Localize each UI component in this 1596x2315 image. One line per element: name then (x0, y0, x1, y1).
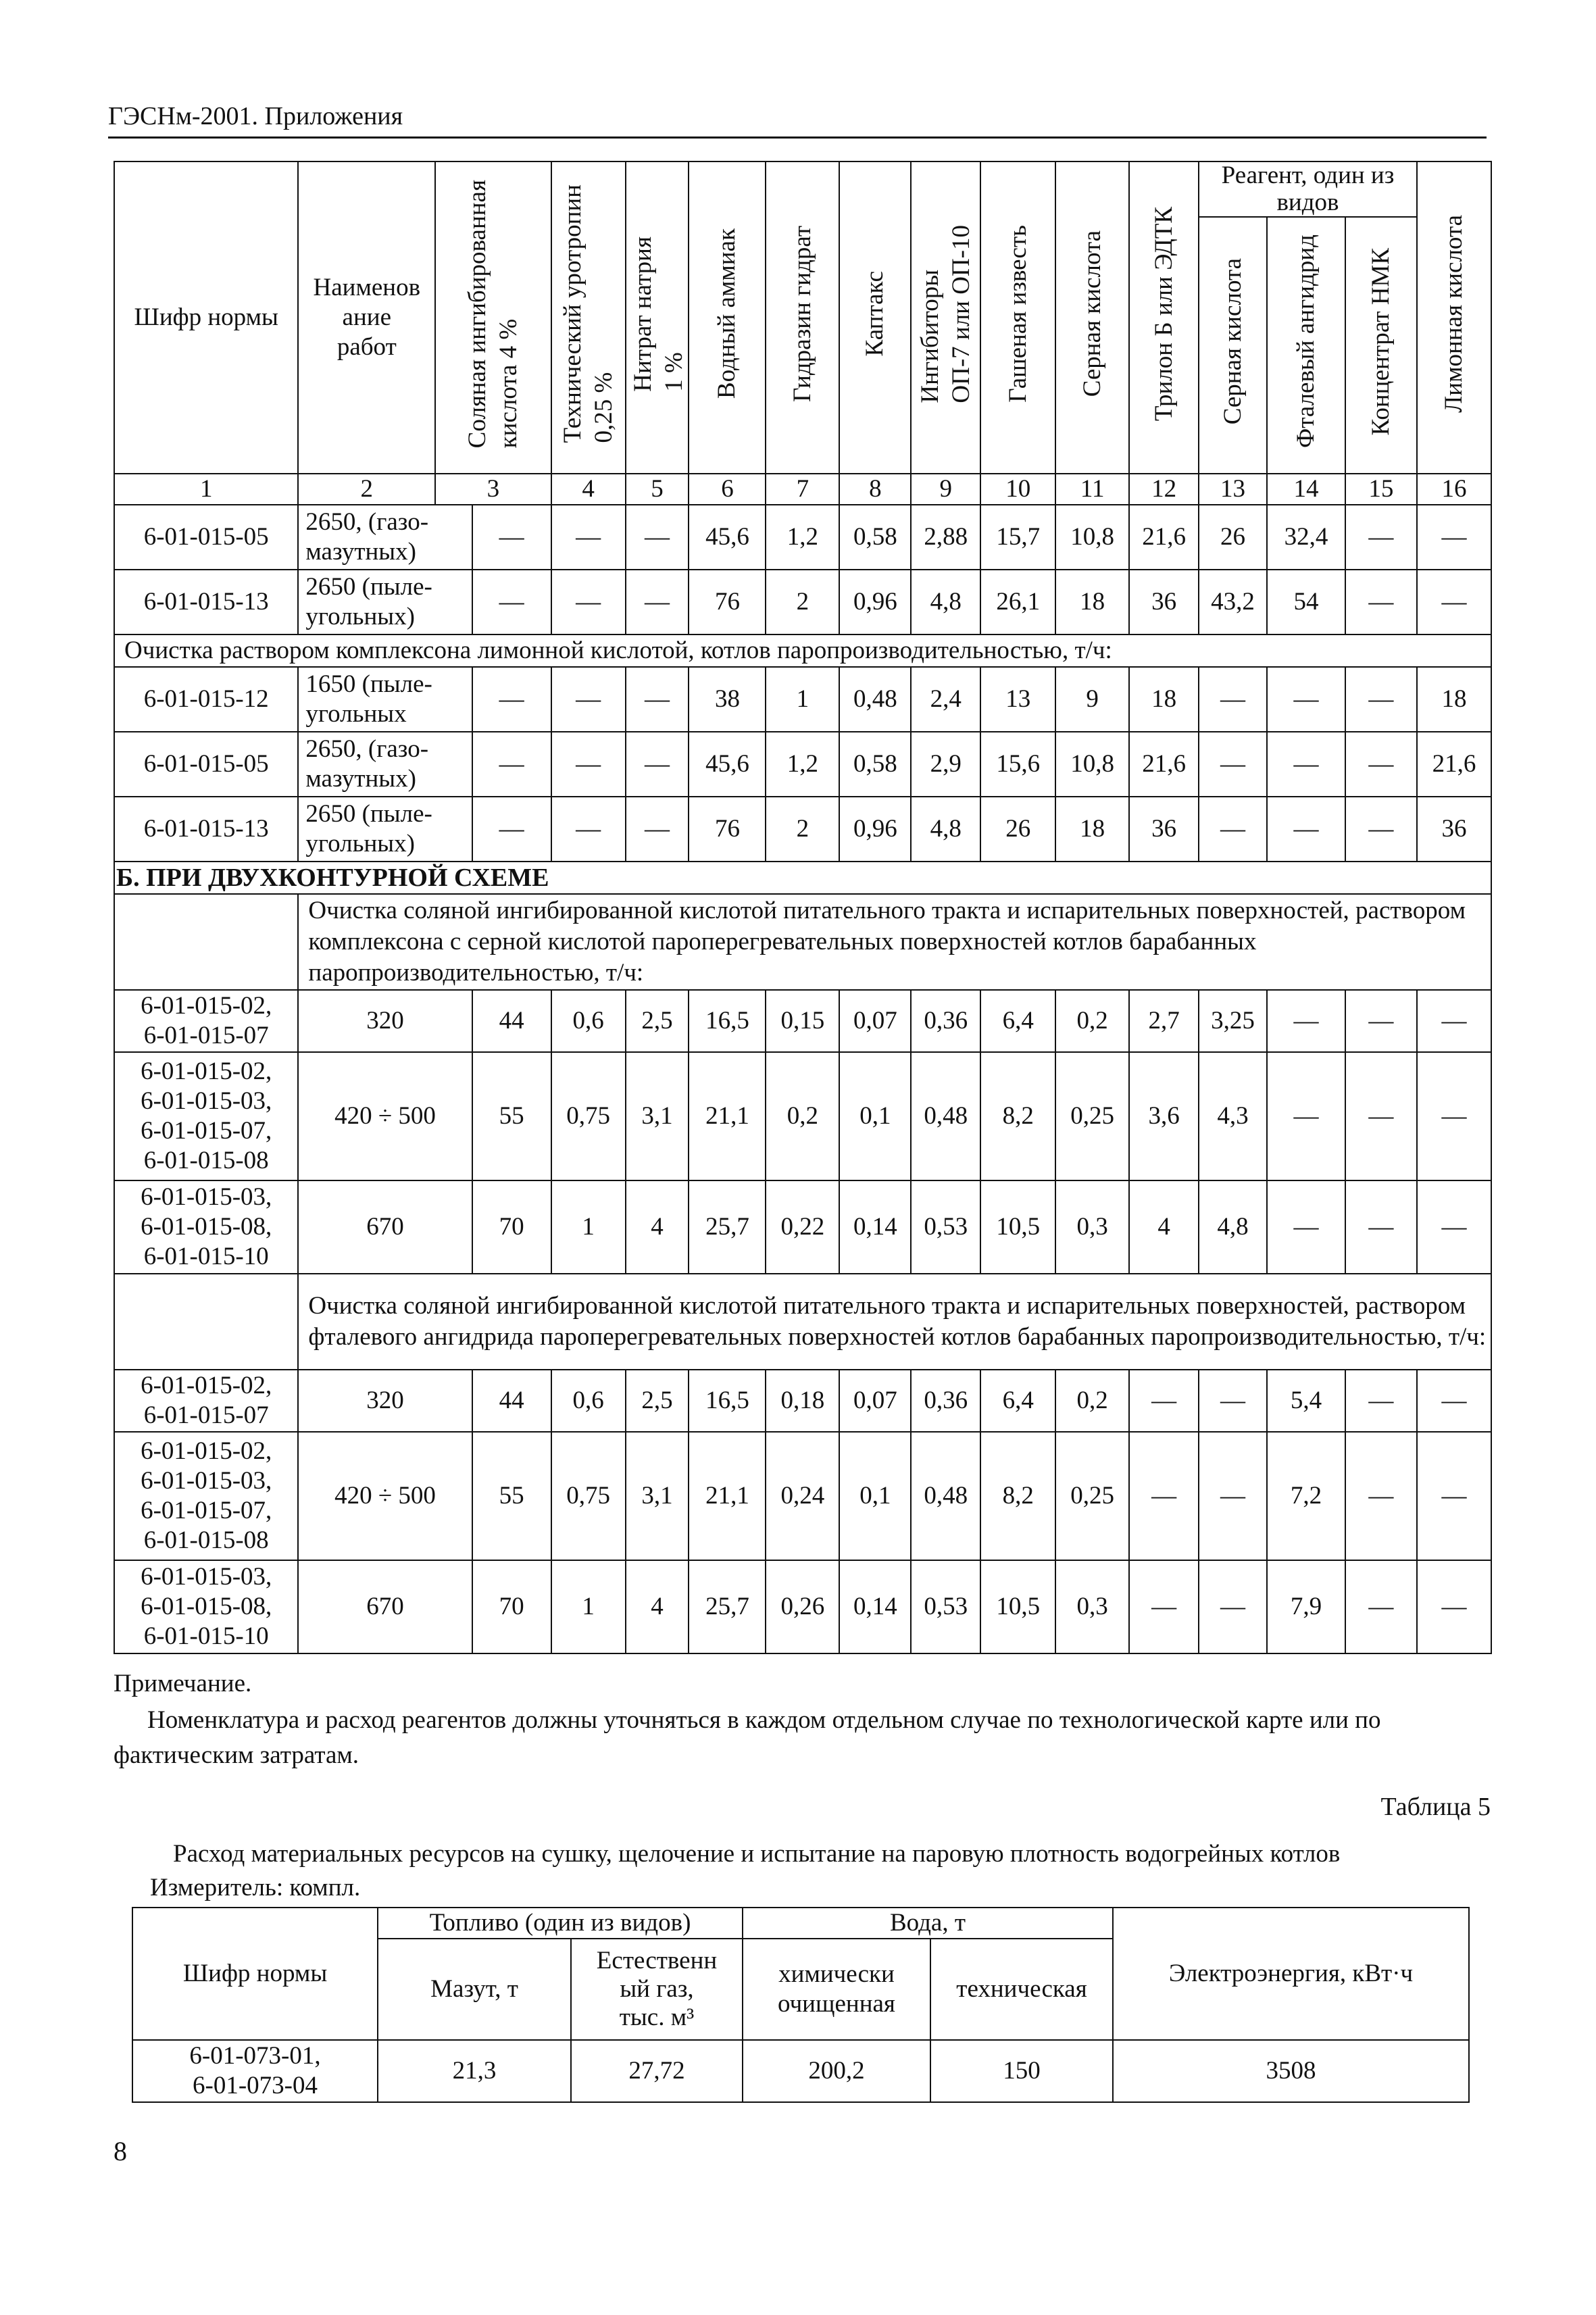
value-cell: — (1129, 1432, 1199, 1560)
value-cell: — (626, 667, 689, 732)
name-cell: 2650 (пыле- угольных) (298, 797, 472, 862)
column-number: 2 (298, 474, 435, 505)
code-cell: 6-01-015-02, 6-01-015-03, 6-01-015-07, 6-01-015-08 (114, 1432, 298, 1560)
value-cell: 0,75 (551, 1052, 626, 1180)
code-cell: 6-01-015-02, 6-01-015-07 (114, 990, 298, 1052)
value-cell: 15,7 (980, 505, 1055, 570)
table-row (114, 570, 1491, 634)
value-cell: — (1129, 1370, 1199, 1432)
code-cell: 6-01-015-05 (114, 732, 298, 797)
value-cell: — (472, 505, 551, 570)
value-cell: — (551, 505, 626, 570)
value-cell: 36 (1417, 797, 1491, 862)
t5-chem-header: химически очищенная (743, 1939, 930, 2040)
table-row (114, 732, 1491, 797)
col-citric-header: Лимонная кислота (1417, 161, 1491, 474)
value-cell: 0,96 (839, 797, 911, 862)
name-cell: 2650, (газо- мазутных) (298, 732, 472, 797)
boiler-resources-table (132, 1907, 1470, 2103)
value-cell: — (551, 797, 626, 862)
col-ammonia-header: Водный аммиак (689, 161, 766, 474)
value-cell: 10,8 (1055, 505, 1129, 570)
col-hydrazine-header: Гидразин гидрат (766, 161, 839, 474)
value-cell: 0,25 (1055, 1052, 1129, 1180)
value-cell: 21,1 (689, 1432, 766, 1560)
value-cell: 38 (689, 667, 766, 732)
column-number: 12 (1129, 474, 1199, 505)
column-number: 14 (1267, 474, 1345, 505)
name-cell: 1650 (пыле- угольных (298, 667, 472, 732)
t5-water-header: Вода, т (743, 1908, 1113, 1939)
name-cell: 2650 (пыле- угольных) (298, 570, 472, 634)
value-cell: 32,4 (1267, 505, 1345, 570)
col-phthalic-header: Фталевый ангидрид (1267, 217, 1345, 474)
value-cell: 8,2 (980, 1432, 1055, 1560)
value-cell: — (1417, 505, 1491, 570)
value-cell: 44 (472, 1370, 551, 1432)
value-cell: 4,8 (911, 570, 980, 634)
value-cell: 0,6 (551, 990, 626, 1052)
value-cell: 0,15 (766, 990, 839, 1052)
table-row (114, 990, 1491, 1052)
value-cell: 76 (689, 570, 766, 634)
table-row (114, 797, 1491, 862)
col-nmk-header: Концентрат НМК (1345, 217, 1417, 474)
column-number: 8 (839, 474, 911, 505)
value-cell: 0,18 (766, 1370, 839, 1432)
code-cell: 6-01-015-02, 6-01-015-07 (114, 1370, 298, 1432)
value-cell: 3,1 (626, 1432, 689, 1560)
value-cell: 10,8 (1055, 732, 1129, 797)
name-cell: 670 (298, 1560, 472, 1653)
value-cell: 3,1 (626, 1052, 689, 1180)
table5-measure: Измеритель: компл. (150, 1874, 361, 1901)
value-cell: — (551, 667, 626, 732)
code-cell: 6-01-015-03, 6-01-015-08, 6-01-015-10 (114, 1180, 298, 1274)
value-cell: 21,1 (689, 1052, 766, 1180)
value-cell: 3,6 (1129, 1052, 1199, 1180)
value-cell: 0,3 (1055, 1560, 1129, 1653)
value-cell: 0,6 (551, 1370, 626, 1432)
section-caption: Очистка соляной ингибированной кислотой питательного тракта и испарительных поверхностей, раствором фталевого ангидрида пароперегревательных поверхностей котлов барабанных паропроизводительностью, т/ч: (298, 1274, 1491, 1370)
col-sulfuric2-header: Серная кислота (1199, 217, 1267, 474)
value-cell: — (1417, 1560, 1491, 1653)
column-number: 4 (551, 474, 626, 505)
value-cell: 0,53 (911, 1180, 980, 1274)
value-cell: — (1417, 570, 1491, 634)
code-cell: 6-01-015-05 (114, 505, 298, 570)
value-cell: — (1345, 1180, 1417, 1274)
value-cell: 2,9 (911, 732, 980, 797)
column-number: 10 (980, 474, 1055, 505)
t5-gas-header: Естественн ый газ, тыс. м³ (571, 1939, 743, 2040)
table-row (114, 505, 1491, 570)
value-cell: 4 (626, 1560, 689, 1653)
value-cell: 1,2 (766, 505, 839, 570)
table-row (114, 667, 1491, 732)
column-number: 16 (1417, 474, 1491, 505)
caption-row (114, 894, 1491, 990)
value-cell: 0,07 (839, 990, 911, 1052)
value-cell: — (1267, 1180, 1345, 1274)
column-number: 7 (766, 474, 839, 505)
table5-label: Таблица 5 (1380, 1793, 1491, 1821)
value-cell: 0,58 (839, 505, 911, 570)
name-cell: 670 (298, 1180, 472, 1274)
value-cell: — (472, 732, 551, 797)
value-cell: — (626, 570, 689, 634)
value-cell: 0,75 (551, 1432, 626, 1560)
value-cell: 4,8 (911, 797, 980, 862)
empty-cell (114, 1274, 298, 1370)
value-cell: 70 (472, 1180, 551, 1274)
t5-power-cell: 3508 (1113, 2040, 1469, 2102)
value-cell: 0,58 (839, 732, 911, 797)
reagent-group-header: Реагент, один из видов (1199, 161, 1417, 217)
value-cell: 4,8 (1199, 1180, 1267, 1274)
value-cell: 45,6 (689, 732, 766, 797)
col-lime-header: Гашеная известь (980, 161, 1055, 474)
value-cell: 0,24 (766, 1432, 839, 1560)
value-cell: — (1199, 1560, 1267, 1653)
value-cell: 25,7 (689, 1180, 766, 1274)
value-cell: 0,14 (839, 1560, 911, 1653)
column-number: 9 (911, 474, 980, 505)
value-cell: 2,88 (911, 505, 980, 570)
section-heading: Б. ПРИ ДВУХКОНТУРНОЙ СХЕМЕ (114, 862, 1491, 894)
value-cell: 8,2 (980, 1052, 1055, 1180)
value-cell: 1 (551, 1180, 626, 1274)
col-captax-header: Каптакс (839, 161, 911, 474)
value-cell: — (1199, 797, 1267, 862)
value-cell: 21,6 (1129, 505, 1199, 570)
value-cell: 25,7 (689, 1560, 766, 1653)
value-cell: 2 (766, 797, 839, 862)
caption-row (114, 1274, 1491, 1370)
value-cell: — (626, 797, 689, 862)
section-caption: Очистка соляной ингибированной кислотой питательного тракта и испарительных поверхностей, раствором комплексона с серной кислотой пароперегревательных поверхностей котлов барабанных паропроизводительностью, т/ч: (298, 894, 1491, 990)
value-cell: 45,6 (689, 505, 766, 570)
value-cell: 13 (980, 667, 1055, 732)
section-caption: Очистка раствором комплексона лимонной кислотой, котлов паропроизводительностью, т/ч: (114, 634, 1491, 667)
t5-tech-cell: 150 (930, 2040, 1113, 2102)
value-cell: 6,4 (980, 1370, 1055, 1432)
value-cell: 21,6 (1129, 732, 1199, 797)
col-sulfuric-header: Серная кислота (1055, 161, 1129, 474)
value-cell: 1 (551, 1560, 626, 1653)
value-cell: 2 (766, 570, 839, 634)
value-cell: — (551, 570, 626, 634)
value-cell: 18 (1129, 667, 1199, 732)
value-cell: 1,2 (766, 732, 839, 797)
value-cell: 54 (1267, 570, 1345, 634)
value-cell: 18 (1417, 667, 1491, 732)
col-nitrate-header: Нитрат натрия 1 % (626, 161, 689, 474)
value-cell: — (1345, 1370, 1417, 1432)
value-cell: 0,2 (1055, 990, 1129, 1052)
column-number: 5 (626, 474, 689, 505)
value-cell: — (1267, 1052, 1345, 1180)
value-cell: 55 (472, 1432, 551, 1560)
value-cell: — (1417, 1432, 1491, 1560)
value-cell: — (1345, 1560, 1417, 1653)
value-cell: — (1267, 732, 1345, 797)
value-cell: — (1345, 990, 1417, 1052)
reagents-table (114, 161, 1492, 1654)
value-cell: 0,48 (911, 1432, 980, 1560)
value-cell: 36 (1129, 570, 1199, 634)
value-cell: 0,36 (911, 990, 980, 1052)
value-cell: 4 (626, 1180, 689, 1274)
value-cell: 0,1 (839, 1432, 911, 1560)
caption-row (114, 634, 1491, 667)
value-cell: 0,53 (911, 1560, 980, 1653)
value-cell: 0,2 (766, 1052, 839, 1180)
code-cell: 6-01-015-13 (114, 797, 298, 862)
value-cell: 10,5 (980, 1180, 1055, 1274)
value-cell: — (1267, 667, 1345, 732)
t5-gas-cell: 27,72 (571, 2040, 743, 2102)
t5-tech-header: техническая (930, 1939, 1113, 2040)
table-row (114, 1052, 1491, 1180)
value-cell: 4 (1129, 1180, 1199, 1274)
value-cell: — (472, 667, 551, 732)
value-cell: — (626, 505, 689, 570)
table5-title: Расход материальных ресурсов на сушку, щелочение и испытание на паровую плотность водогрейных котлов (173, 1840, 1341, 1868)
value-cell: — (1199, 667, 1267, 732)
value-cell: 10,5 (980, 1560, 1055, 1653)
value-cell: 2,5 (626, 990, 689, 1052)
table-row (114, 1432, 1491, 1560)
column-number: 13 (1199, 474, 1267, 505)
value-cell: — (1417, 1370, 1491, 1432)
value-cell: 16,5 (689, 990, 766, 1052)
col-urotropin-header: Технический уротропин 0,25 % (551, 161, 626, 474)
value-cell: 26 (980, 797, 1055, 862)
col-code-header: Шифр нормы (114, 161, 298, 474)
col-inhibitors-header: Ингибиторы ОП-7 или ОП-10 (911, 161, 980, 474)
t5-fuel-header: Топливо (один из видов) (378, 1908, 743, 1939)
note-title: Примечание. (114, 1670, 252, 1697)
table-row (114, 1180, 1491, 1274)
value-cell: — (472, 570, 551, 634)
column-number: 11 (1055, 474, 1129, 505)
value-cell: 0,07 (839, 1370, 911, 1432)
value-cell: 1 (766, 667, 839, 732)
column-number: 1 (114, 474, 298, 505)
value-cell: — (1199, 1370, 1267, 1432)
value-cell: — (1417, 1180, 1491, 1274)
value-cell: — (1345, 1052, 1417, 1180)
t5-mazut-header: Мазут, т (378, 1939, 571, 2040)
empty-cell (114, 894, 298, 990)
value-cell: 0,36 (911, 1370, 980, 1432)
value-cell: — (1345, 667, 1417, 732)
value-cell: — (1199, 1432, 1267, 1560)
t5-chem-cell: 200,2 (743, 2040, 930, 2102)
note-text: Номенклатура и расход реагентов должны уточняться в каждом отдельном случае по технологической карте или по фактическим затратам. (114, 1706, 1381, 1769)
value-cell: 70 (472, 1560, 551, 1653)
value-cell: 2,4 (911, 667, 980, 732)
value-cell: 26,1 (980, 570, 1055, 634)
value-cell: — (1267, 990, 1345, 1052)
value-cell: 44 (472, 990, 551, 1052)
name-cell: 2650, (газо- мазутных) (298, 505, 472, 570)
value-cell: — (551, 732, 626, 797)
name-cell: 420 ÷ 500 (298, 1052, 472, 1180)
value-cell: — (1267, 797, 1345, 862)
value-cell: — (472, 797, 551, 862)
t5-code-header: Шифр нормы (132, 1908, 378, 2040)
section-row (114, 862, 1491, 894)
value-cell: 6,4 (980, 990, 1055, 1052)
value-cell: 36 (1129, 797, 1199, 862)
value-cell: 0,2 (1055, 1370, 1129, 1432)
value-cell: — (1199, 732, 1267, 797)
t5-power-header: Электроэнергия, кВт·ч (1113, 1908, 1469, 2040)
value-cell: 26 (1199, 505, 1267, 570)
column-number: 15 (1345, 474, 1417, 505)
value-cell: — (1345, 732, 1417, 797)
code-cell: 6-01-015-12 (114, 667, 298, 732)
table-row (114, 1560, 1491, 1653)
value-cell: 18 (1055, 797, 1129, 862)
code-cell: 6-01-015-13 (114, 570, 298, 634)
value-cell: 16,5 (689, 1370, 766, 1432)
value-cell: 0,48 (839, 667, 911, 732)
table-row (114, 1370, 1491, 1432)
col-hcl-header: Соляная ингибированная кислота 4 % (435, 161, 551, 474)
value-cell: 18 (1055, 570, 1129, 634)
page-number: 8 (114, 2136, 127, 2166)
code-cell: 6-01-015-03, 6-01-015-08, 6-01-015-10 (114, 1560, 298, 1653)
value-cell: 0,26 (766, 1560, 839, 1653)
value-cell: — (1345, 1432, 1417, 1560)
column-number: 3 (435, 474, 551, 505)
value-cell: 0,96 (839, 570, 911, 634)
value-cell: 5,4 (1267, 1370, 1345, 1432)
value-cell: — (1345, 505, 1417, 570)
code-cell: 6-01-015-02, 6-01-015-03, 6-01-015-07, 6-01-015-08 (114, 1052, 298, 1180)
value-cell: 3,25 (1199, 990, 1267, 1052)
value-cell: 2,5 (626, 1370, 689, 1432)
value-cell: 4,3 (1199, 1052, 1267, 1180)
value-cell: 0,14 (839, 1180, 911, 1274)
value-cell: — (1417, 1052, 1491, 1180)
t5-mazut-cell: 21,3 (378, 2040, 571, 2102)
name-cell: 320 (298, 990, 472, 1052)
value-cell: 7,2 (1267, 1432, 1345, 1560)
col-name-header: Наименов ание работ (298, 161, 435, 474)
value-cell: — (1417, 990, 1491, 1052)
value-cell: 7,9 (1267, 1560, 1345, 1653)
col-trilon-header: Трилон Б или ЭДТК (1129, 161, 1199, 474)
t5-code-cell: 6-01-073-01, 6-01-073-04 (132, 2040, 378, 2102)
value-cell: 55 (472, 1052, 551, 1180)
value-cell: 0,48 (911, 1052, 980, 1180)
name-cell: 320 (298, 1370, 472, 1432)
value-cell: 76 (689, 797, 766, 862)
value-cell: — (1345, 797, 1417, 862)
value-cell: — (1345, 570, 1417, 634)
page-header: ГЭСНм-2001. Приложения (108, 101, 1487, 139)
value-cell: 43,2 (1199, 570, 1267, 634)
value-cell: 21,6 (1417, 732, 1491, 797)
value-cell: 0,3 (1055, 1180, 1129, 1274)
value-cell: 0,25 (1055, 1432, 1129, 1560)
value-cell: 9 (1055, 667, 1129, 732)
column-number: 6 (689, 474, 766, 505)
value-cell: 0,22 (766, 1180, 839, 1274)
column-numbers-row (114, 474, 1491, 505)
value-cell: — (1129, 1560, 1199, 1653)
name-cell: 420 ÷ 500 (298, 1432, 472, 1560)
value-cell: — (626, 732, 689, 797)
value-cell: 2,7 (1129, 990, 1199, 1052)
value-cell: 0,1 (839, 1052, 911, 1180)
value-cell: 15,6 (980, 732, 1055, 797)
